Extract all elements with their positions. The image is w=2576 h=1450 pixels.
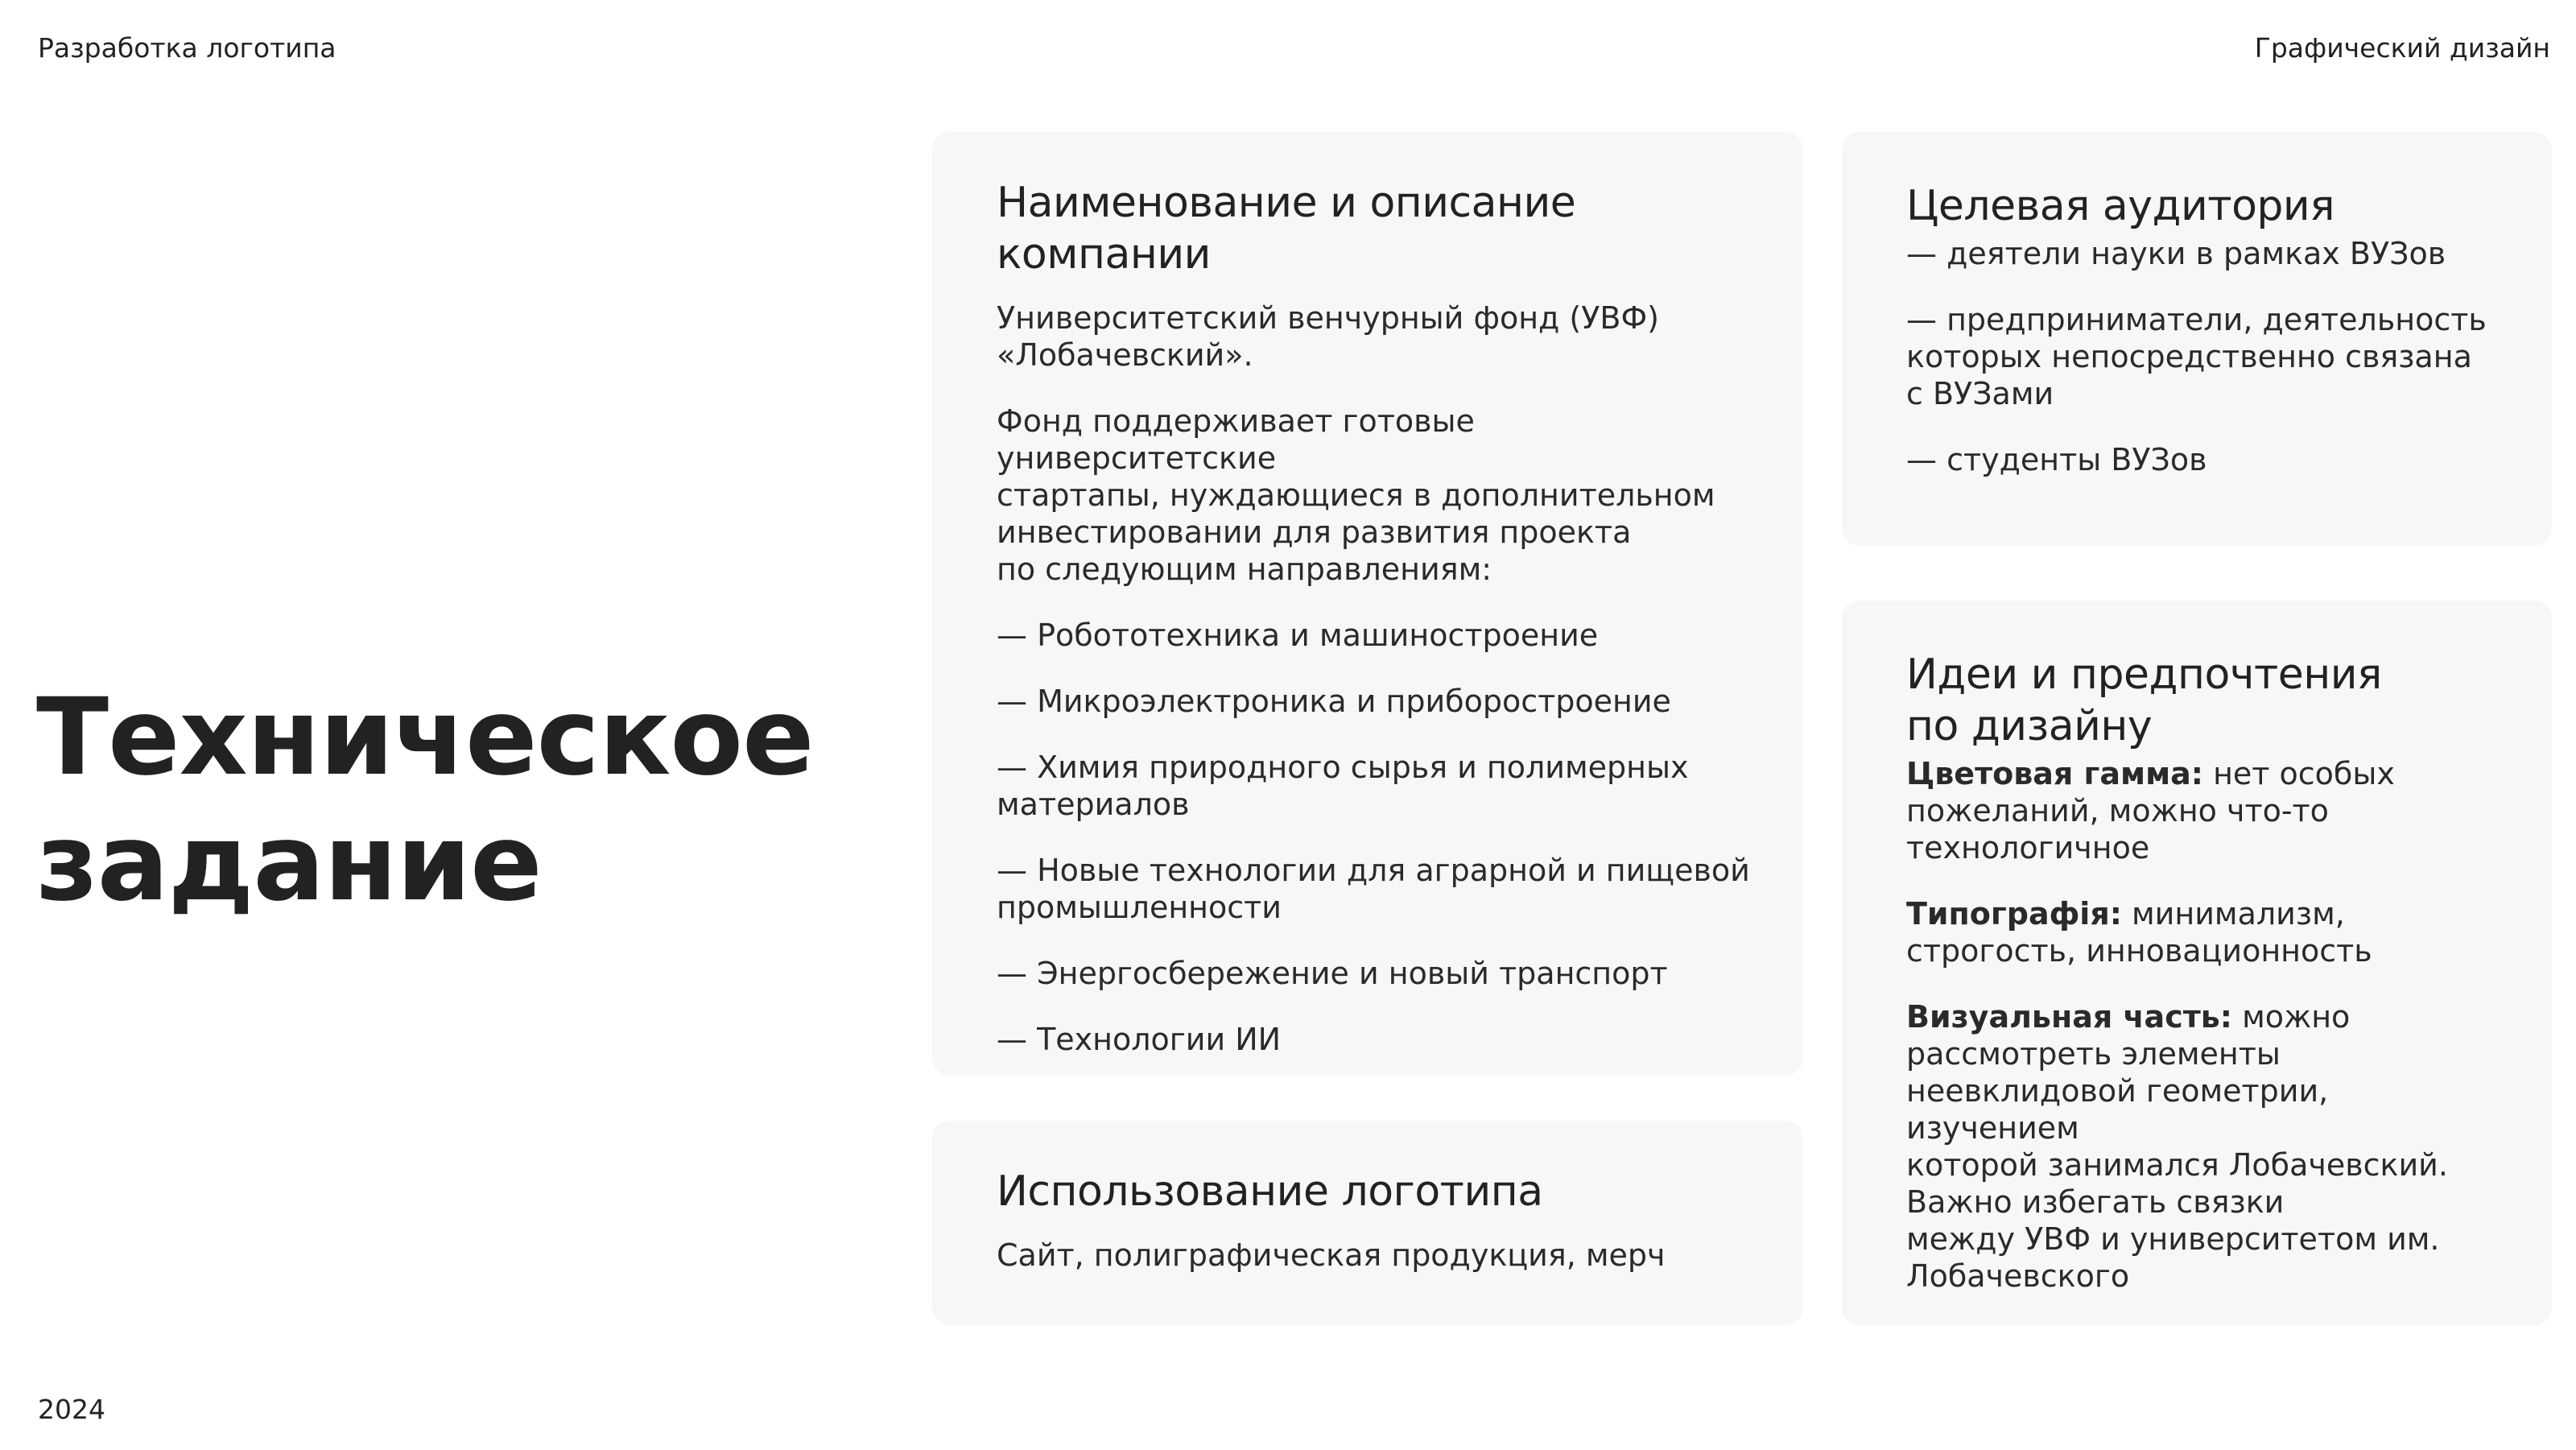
audience-card-title: Целевая аудитория [1906,182,2334,230]
company-description-line-2: стартапы, нуждающиеся в дополнительном [997,477,1715,513]
direction-item-line-1: — Микроэлектроника и приборостроение [997,684,1671,719]
header-category-label: Графический дизайн [2254,32,2550,64]
typography-preference-line-2: строгость, инновационность [1906,933,2372,969]
footer-year: 2024 [38,1394,105,1425]
company-description-line-3: инвестировании для развития проекта [997,514,1632,550]
company-description [997,403,1755,588]
color-preference-text-1: нет особых [2202,756,2395,791]
color-preference-label: Цветовая гамма: [1906,756,2203,791]
visual-preference [1906,998,2504,1295]
company-card-title-line-2: компании [997,230,1211,279]
direction-item-line-1: — Химия природного сырья и полимерных [997,750,1689,785]
page-title-line-2: задание [36,801,542,926]
color-preference [1906,755,2504,866]
audience-item-line-3: с ВУЗами [1906,376,2054,411]
company-intro [997,300,1755,374]
target-audience-card [1842,132,2552,546]
logo-usage-card [932,1121,1803,1325]
company-intro-line-2: «Лобачевский». [997,337,1253,373]
typography-preference-line-1 [1906,895,2504,932]
direction-item [997,852,1755,926]
direction-item [997,617,1755,654]
direction-item-line-2: промышленности [997,890,1282,925]
typography-preference-label: Типографія: [1906,896,2122,932]
color-preference-line-2: пожеланий, можно что-то [1906,793,2329,828]
direction-item [997,955,1755,992]
visual-preference-line-5: Важно избегать связки [1906,1184,2285,1220]
design-ideas-card [1842,601,2552,1325]
ideas-card-title-line-2: по дизайну [1906,702,2153,750]
direction-item [997,1021,1755,1058]
direction-item-line-2: материалов [997,787,1190,822]
company-description-line-1: Фонд поддерживает готовые университетские [997,403,1475,476]
company-intro-line-1: Университетский венчурный фонд (УВФ) [997,300,1659,336]
audience-item-line-1: — деятели науки в рамках ВУЗов [1906,236,2446,271]
page-title-line-1: Техническое [36,675,814,800]
visual-preference-label: Визуальная часть: [1906,999,2232,1035]
direction-item-line-1: — Новые технологии для аграрной и пищевой [997,853,1750,888]
visual-preference-text-1: можно [2231,999,2351,1035]
company-card-title-line-1: Наименование и описание [997,179,1576,227]
direction-item-line-1: — Технологии ИИ [997,1022,1282,1057]
visual-preference-line-2: рассмотреть элементы [1906,1036,2281,1072]
usage-card-title: Использование логотипа [997,1167,1543,1216]
page-title [36,675,881,926]
color-preference-line-3: технологичное [1906,830,2150,865]
typography-preference-text-1: минимализм, [2121,896,2345,932]
typography-preference [1906,895,2504,969]
audience-item-line-2: которых непосредственно связана [1906,339,2472,374]
direction-item-line-1: — Энергосбережение и новый транспорт [997,956,1668,991]
header-project-label: Разработка логотипа [38,32,336,64]
direction-item-line-1: — Робототехника и машиностроение [997,618,1599,653]
audience-item-line-1: — студенты ВУЗов [1906,442,2207,477]
visual-preference-line-1 [1906,998,2504,1035]
audience-item [1906,235,2504,272]
audience-item [1906,441,2504,478]
usage-text: Сайт, полиграфическая продукция, мерч [997,1237,1666,1273]
visual-preference-line-7: Лобачевского [1906,1258,2130,1294]
audience-item-line-1: — предприниматели, деятельность [1906,302,2487,337]
color-preference-line-1 [1906,755,2504,792]
ideas-card-title [1906,649,2504,752]
visual-preference-line-3: неевклидовой геометрии, изучением [1906,1073,2329,1146]
audience-item [1906,301,2504,412]
visual-preference-line-4: которой занимался Лобачевский. [1906,1147,2448,1183]
ideas-card-title-line-1: Идеи и предпочтения [1906,651,2382,699]
company-card-title [997,177,1755,280]
company-description-card [932,132,1803,1076]
direction-item [997,749,1755,823]
company-description-line-4: по следующим направлениям: [997,551,1492,587]
direction-item [997,683,1755,720]
visual-preference-line-6: между УВФ и университетом им. [1906,1221,2440,1257]
